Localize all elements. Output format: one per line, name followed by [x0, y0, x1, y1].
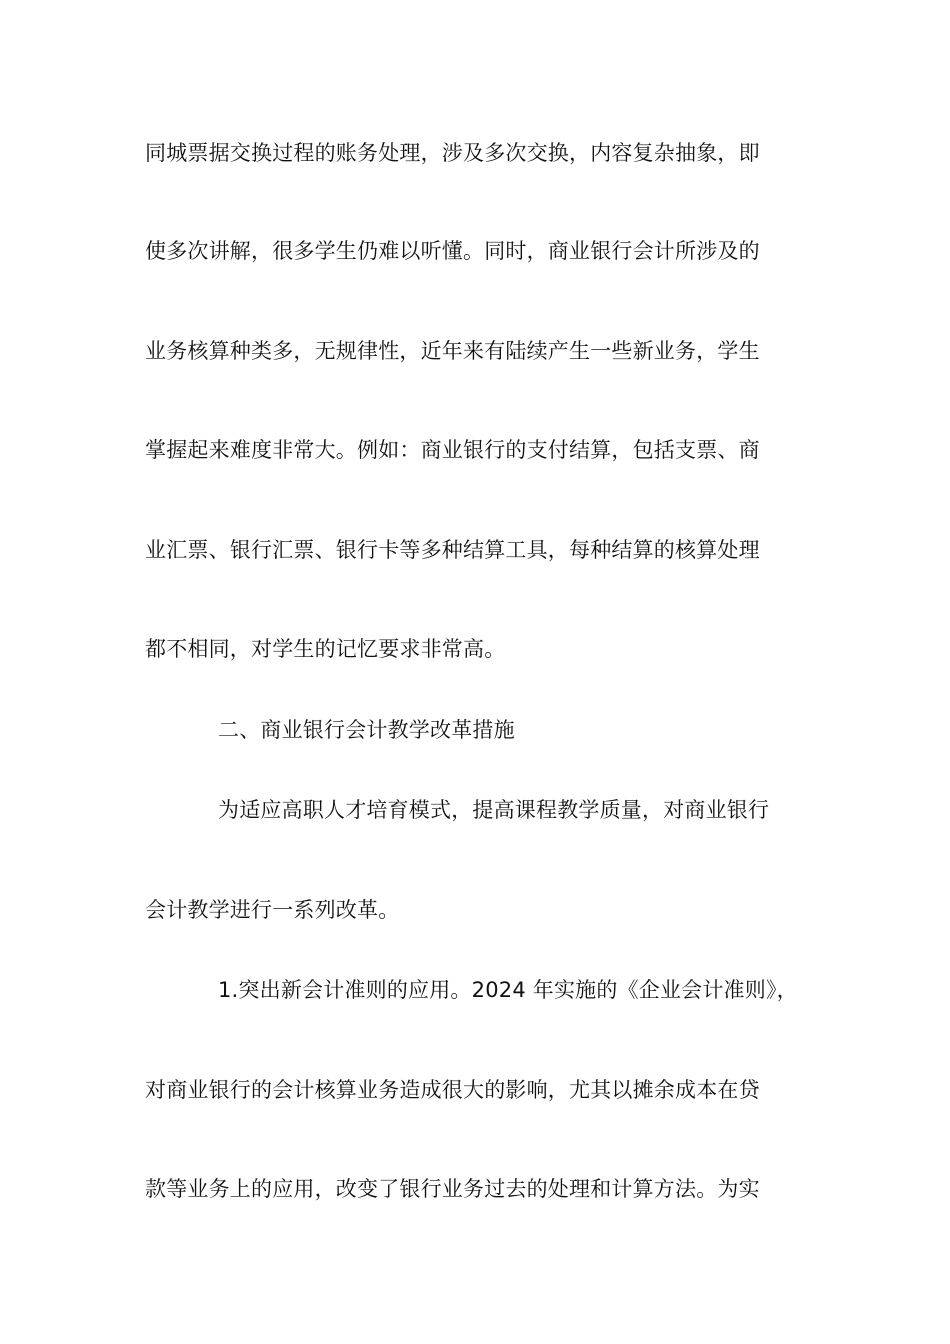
paragraph-line: 为适应高职人才培育模式，提高课程教学质量，对商业银行 — [218, 798, 770, 822]
paragraph-line: 业务核算种类多，无规律性，近年来有陆续产生一些新业务，学生 — [145, 339, 760, 363]
paragraph-line: 对商业银行的会计核算业务造成很大的影响，尤其以摊余成本在贷 — [145, 1078, 760, 1102]
section-heading: 二、商业银行会计教学改革措施 — [218, 718, 515, 742]
paragraph-line: 1.突出新会计准则的应用。2024 年实施的《企业会计准则》， — [218, 978, 798, 1002]
paragraph-line: 掌握起来难度非常大。例如：商业银行的支付结算，包括支票、商 — [145, 438, 760, 462]
paragraph-line: 款等业务上的应用，改变了银行业务过去的处理和计算方法。为实 — [145, 1177, 760, 1201]
paragraph-line: 业汇票、银行汇票、银行卡等多种结算工具，每种结算的核算处理 — [145, 538, 760, 562]
paragraph-line: 同城票据交换过程的账务处理，涉及多次交换，内容复杂抽象，即 — [145, 141, 760, 165]
paragraph-line: 使多次讲解，很多学生仍难以听懂。同时，商业银行会计所涉及的 — [145, 239, 760, 263]
paragraph-line: 会计教学进行一系列改革。 — [145, 898, 400, 922]
paragraph-line: 都不相同，对学生的记忆要求非常高。 — [145, 637, 506, 661]
